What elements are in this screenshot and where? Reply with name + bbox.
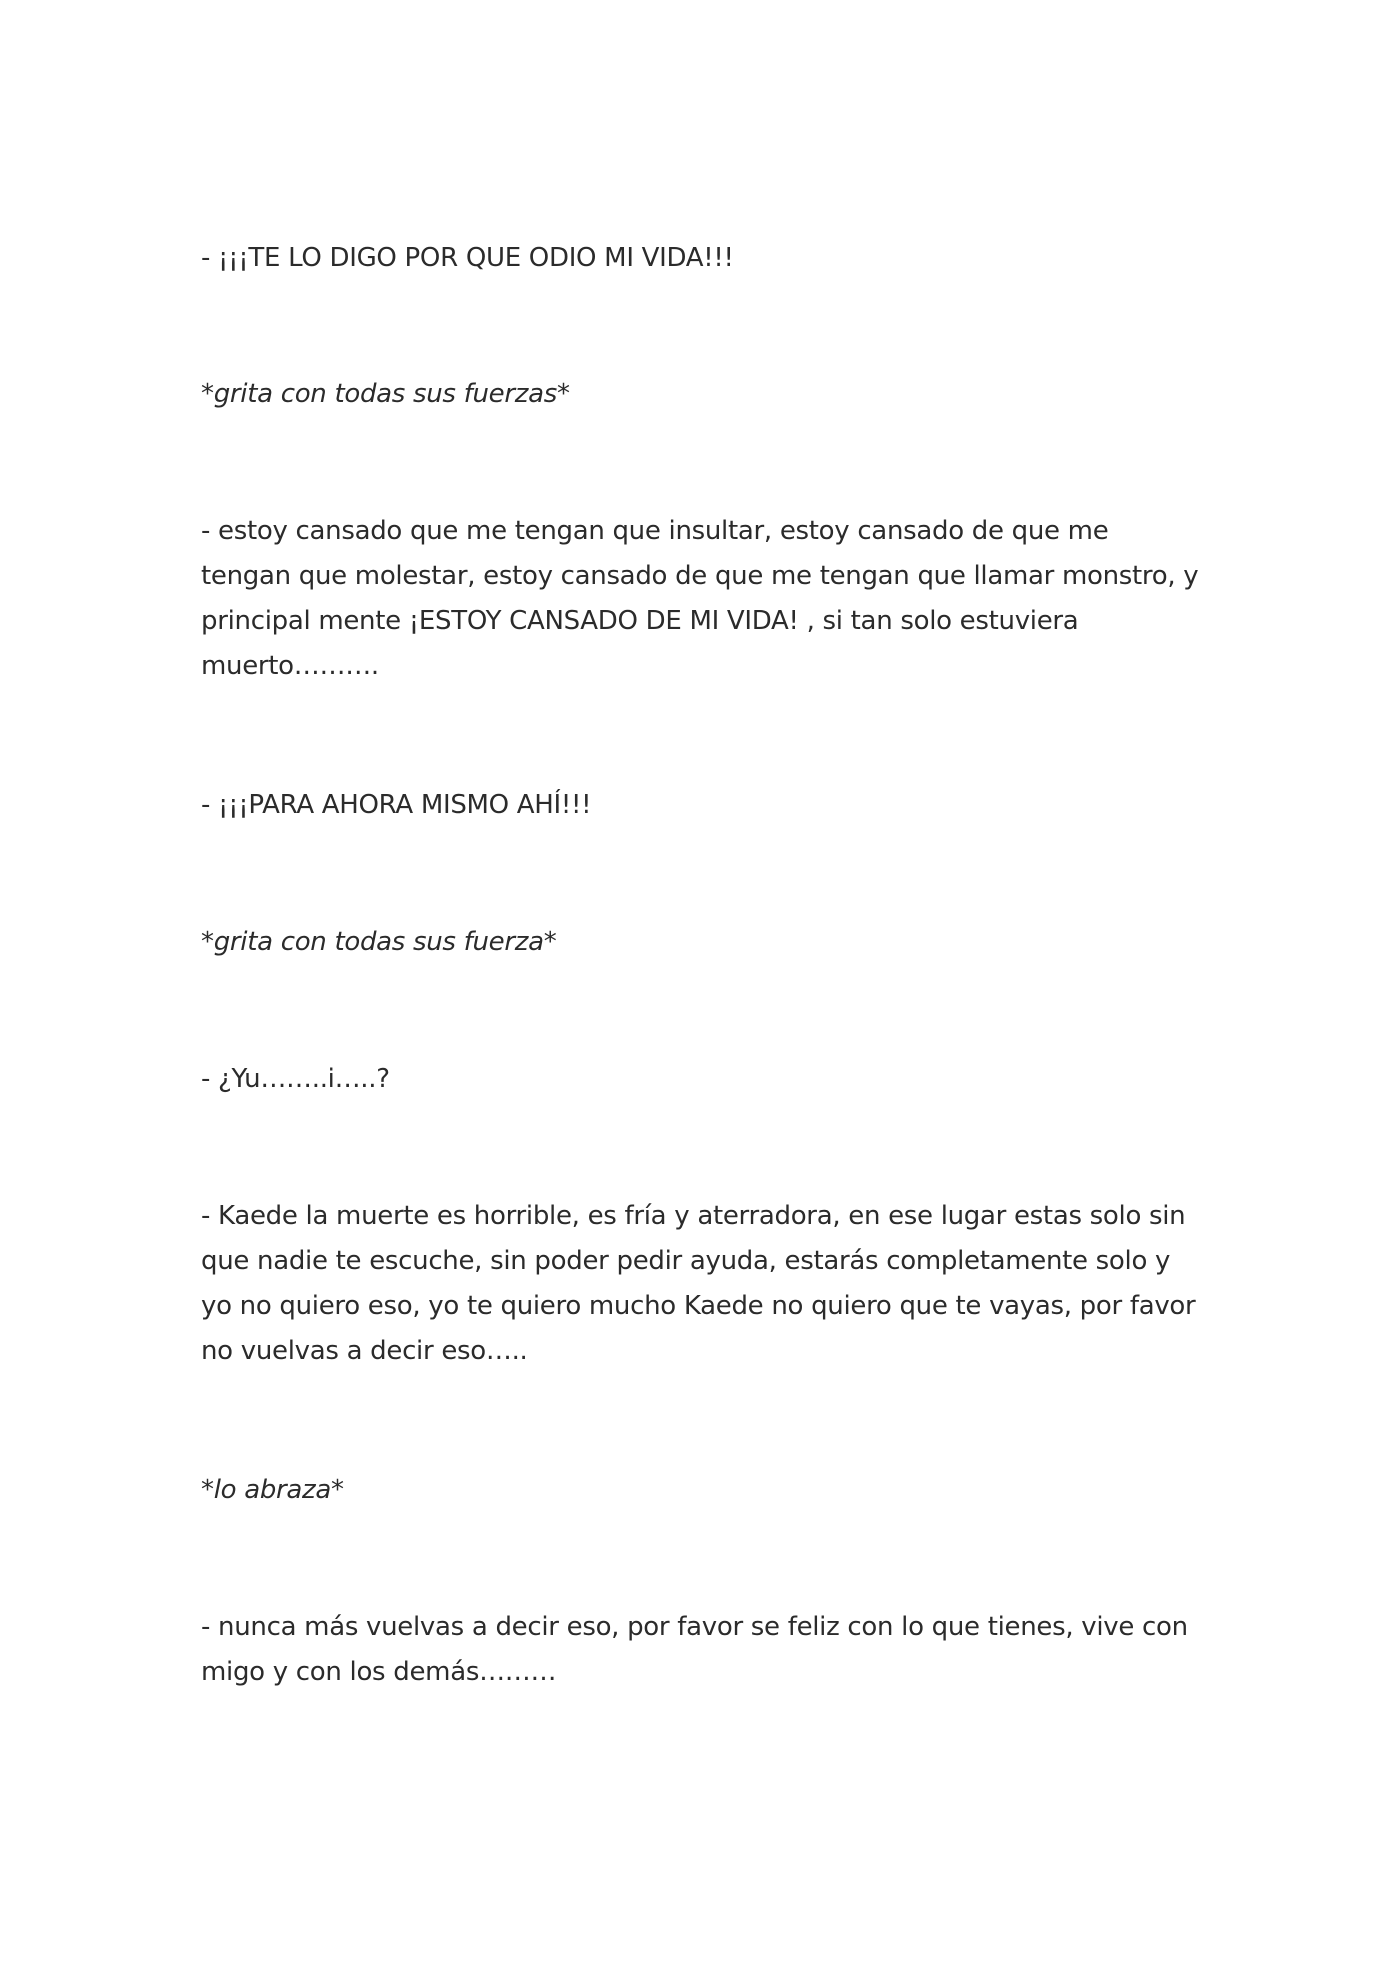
- action-line: *lo abraza*: [201, 1475, 344, 1505]
- dialogue-line: - Kaede la muerte es horrible, es fría y aterradora, en ese lugar estas solo sin que nadie te escuche, sin poder pedir ayuda, estarás completamente solo y yo no quiero eso, yo te quiero mucho Kaede no quiero que te vayas, por favor no vuelvas a decir eso…..: [201, 1201, 1196, 1366]
- dialogue-line: - ¿Yu……..i…..?: [201, 1064, 390, 1094]
- dialogue-line: - estoy cansado que me tengan que insultar, estoy cansado de que me tengan que molestar, estoy cansado de que me tengan que llamar monstro, y principal mente ¡ESTOY CANSADO DE MI VIDA! , si tan solo estuviera muerto……….: [201, 516, 1199, 681]
- dialogue-line: - ¡¡¡PARA AHORA MISMO AHÍ!!!: [201, 790, 592, 820]
- action-line: *grita con todas sus fuerza*: [201, 927, 557, 957]
- dialogue-line: - ¡¡¡TE LO DIGO POR QUE ODIO MI VIDA!!!: [201, 243, 734, 273]
- dialogue-line: - nunca más vuelvas a decir eso, por favor se feliz con lo que tienes, vive con migo y con los demás………: [201, 1612, 1188, 1687]
- action-line: *grita con todas sus fuerzas*: [201, 379, 570, 409]
